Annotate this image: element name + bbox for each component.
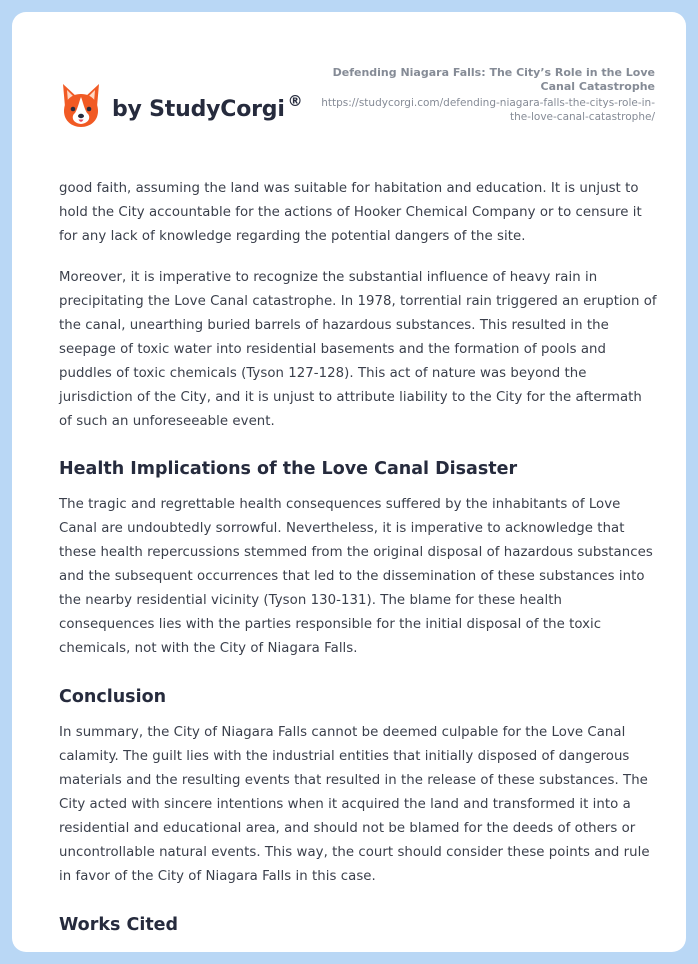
brand-name-text: by StudyCorgi [112, 96, 285, 122]
corgi-icon [60, 82, 102, 130]
document-url[interactable]: https://studycorgi.com/defending-niagara-falls-the-citys-role-in-the-love-canal-catastrophe/ [321, 97, 655, 123]
document-title: Defending Niagara Falls: The City’s Role in the Love Canal Catastrophe [332, 66, 655, 93]
heading-conclusion: Conclusion [59, 687, 167, 707]
studycorgi-logo[interactable] [60, 76, 302, 136]
document-page [12, 12, 686, 952]
body-paragraph-1: good faith, assuming the land was suitable for habitation and education. It is unjust to hold the City accountable for the actions of Hooker Chemical Company or to censure it for any lack of knowledge regarding the potential dangers of the site. [59, 181, 642, 244]
body-paragraph-2: Moreover, it is imperative to recognize the substantial influence of heavy rain in precipitating the Love Canal catastrophe. In 1978, torrential rain triggered an eruption of the canal, unearthing buried barrels of hazardous substances. This resulted in the seepage of toxic water into residential basements and the formation of pools and puddles of toxic chemicals (Tyson 127-128). This act of nature was beyond the jurisdiction of the City, and it is unjust to attribute liability to the City for the aftermath of such an unforeseeable event. [59, 270, 657, 429]
article-body [59, 177, 659, 949]
document-header-meta [310, 66, 655, 124]
body-paragraph-health: The tragic and regrettable health consequences suffered by the inhabitants of Love Canal are undoubtedly sorrowful. Nevertheless, it is imperative to acknowledge that these health repercussions stemmed from the original disposal of hazardous substances and the subsequent occurrences that led to the dissemination of these substances into the nearby residential vicinity (Tyson 130-131). The blame for these health consequences lies with the parties responsible for the initial disposal of the toxic chemicals, not with the City of Niagara Falls. [59, 497, 653, 656]
heading-health-implications: Health Implications of the Love Canal Disaster [59, 459, 518, 479]
brand-name [112, 91, 303, 122]
registered-mark: ® [287, 91, 303, 110]
heading-works-cited: Works Cited [59, 915, 179, 935]
body-paragraph-conclusion: In summary, the City of Niagara Falls cannot be deemed culpable for the Love Canal calamity. The guilt lies with the industrial entities that initially disposed of dangerous materials and the resulting events that resulted in the release of these substances. The City acted with sincere intentions when it acquired the land and transformed it into a residential and educational area, and should not be blamed for the deeds of others or uncontrollable natural events. This way, the court should consider these points and rule in favor of the City of Niagara Falls in this case. [59, 725, 650, 884]
